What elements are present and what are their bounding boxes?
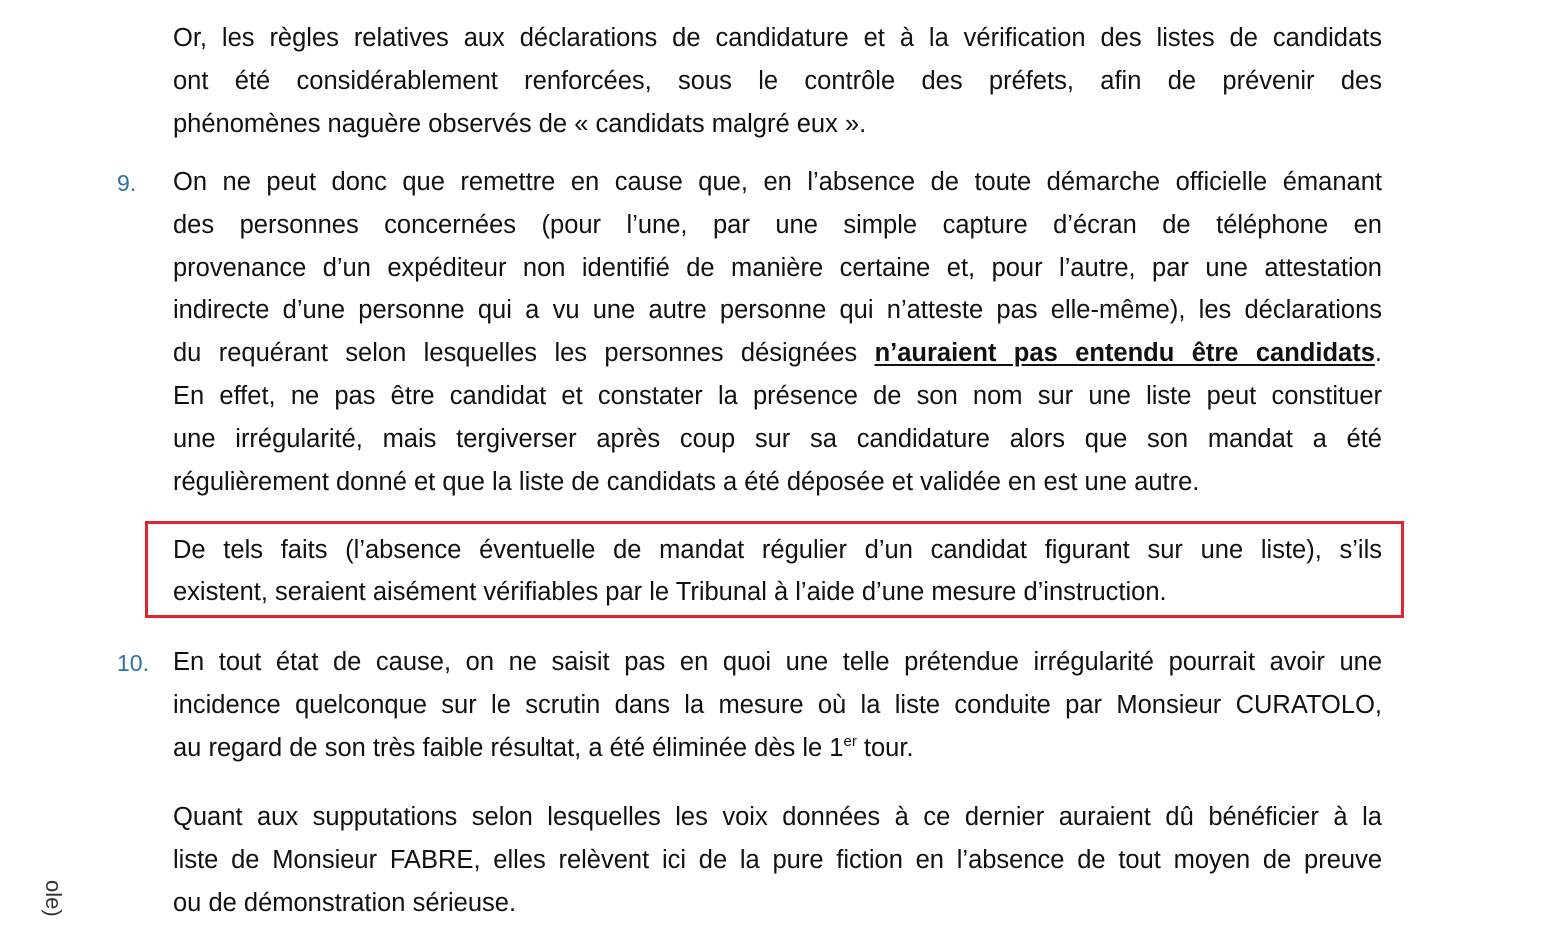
- item-number-9: 9.: [117, 170, 137, 196]
- text-line: existent, seraient aisément vérifiables par le Tribunal à l’aide d’une mesure d’instruction.: [173, 578, 1167, 606]
- text-line: On ne peut donc que remettre en cause que, en l’absence de toute démarche officielle émanant: [173, 168, 1382, 196]
- text-fragment: du requérant selon lesquelles les personnes désignées: [173, 339, 875, 368]
- paragraph-boxed: [173, 529, 1382, 613]
- emphasized-text: n’auraient pas entendu être candidats: [874, 339, 1375, 368]
- text-line-with-superscript: [173, 727, 1382, 770]
- text-fragment: au regard de son très faible résultat, a été éliminée dès le 1: [173, 733, 844, 762]
- text-line: De tels faits (l’absence éventuelle de mandat régulier d’un candidat figurant sur une liste), s’ils: [173, 536, 1382, 564]
- paragraph-intro: [173, 17, 1382, 145]
- text-fragment: tour.: [856, 733, 914, 762]
- text-line: ou de démonstration sérieuse.: [173, 888, 517, 917]
- superscript: er: [843, 732, 857, 750]
- text-line: En tout état de cause, on ne saisit pas en quoi une telle prétendue irrégularité pourrait avoir une: [173, 648, 1382, 676]
- text-line: incidence quelconque sur le scrutin dans la mesure où la liste conduite par Monsieur CURATOLO,: [173, 690, 1382, 719]
- item-number-10: 10.: [117, 650, 149, 676]
- text-line: ont été considérablement renforcées, sous le contrôle des préfets, afin de prévenir des: [173, 66, 1382, 95]
- text-line-with-emphasis: [173, 332, 1382, 375]
- paragraph-last: [173, 796, 1382, 924]
- text-line: Or, les règles relatives aux déclarations de candidature et à la vérification des listes de candidats: [173, 24, 1382, 52]
- text-line: Quant aux supputations selon lesquelles les voix données à ce dernier auraient dû bénéficier à la: [173, 803, 1382, 831]
- text-line: une irrégularité, mais tergiverser après coup sur sa candidature alors que son mandat a été: [173, 424, 1382, 453]
- text-fragment: .: [1374, 339, 1382, 368]
- paragraph-item-10: [173, 641, 1382, 769]
- text-line: liste de Monsieur FABRE, elles relèvent ici de la pure fiction en l’absence de tout moyen de preuve: [173, 845, 1382, 874]
- text-line: provenance d’un expéditeur non identifié de manière certaine et, pour l’autre, par une attestation: [173, 253, 1382, 282]
- text-line: phénomènes naguère observés de « candidats malgré eux ».: [173, 109, 867, 138]
- text-line: régulièrement donné et que la liste de candidats a été déposée et validée en est une autre.: [173, 467, 1200, 496]
- text-line: En effet, ne pas être candidat et constater la présence de son nom sur une liste peut constituer: [173, 381, 1382, 410]
- text-line: indirecte d’une personne qui a vu une autre personne qui n’atteste pas elle-même), les déclarations: [173, 296, 1382, 325]
- paragraph-item-9: [173, 161, 1382, 503]
- margin-note: ole): [41, 880, 66, 917]
- text-line: des personnes concernées (pour l’une, par une simple capture d’écran de téléphone en: [173, 210, 1382, 239]
